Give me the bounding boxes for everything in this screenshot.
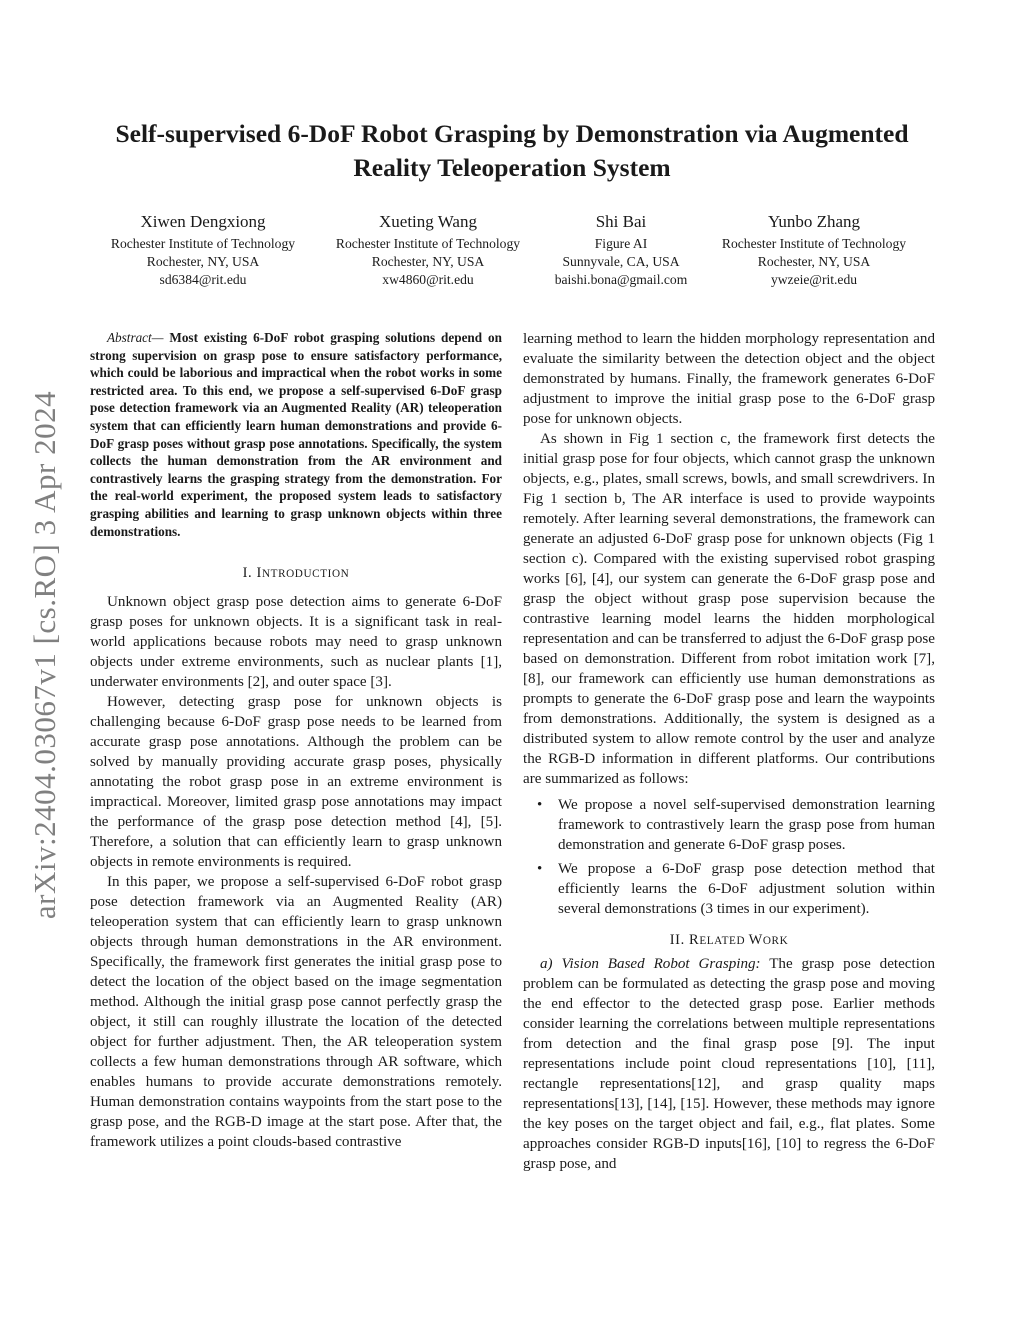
contributions-list [523, 795, 935, 919]
section-numeral: II. [669, 932, 690, 948]
author-location: Sunnyvale, CA, USA [562, 254, 680, 269]
related-work-paragraph [523, 954, 935, 1174]
intro-paragraph: Unknown object grasp pose detection aims to generate 6-DoF grasp poses for unknown objects. It is a significant task in real-world applications because robots may need to grasp unknown objects under extreme environments, such as nuclear plants [1], underwater environments [2], and outer space [3]. [90, 594, 502, 691]
section-initial: I [256, 565, 262, 582]
author-email: sd6384@rit.edu [159, 272, 247, 287]
left-column [90, 329, 502, 1152]
author-block [88, 211, 318, 289]
author-location: Rochester, NY, USA [757, 254, 871, 269]
contribution-item: • We propose a 6-DoF grasp pose detection method that efficiently learns the 6-DoF adjustment solution within several demonstrations (3 times in our experiment). [523, 859, 935, 919]
arxiv-id: arXiv:2404.03067v1 [cs.RO] 3 Apr 2024 [27, 390, 63, 920]
author-email: ywzeie@rit.edu [770, 272, 858, 287]
contribution-item: • We propose a novel self-supervised demonstration learning framework to contrastively learn the grasp pose from human demonstration and generate 6-DoF grasp poses. [523, 795, 935, 855]
author-email: baishi.bona@gmail.com [554, 272, 688, 287]
author-name: Shi Bai [595, 212, 647, 231]
section-initial: R [689, 932, 700, 948]
author-location: Rochester, NY, USA [371, 254, 485, 269]
author-affiliation: Figure AI [594, 236, 648, 251]
section-rest: ELATED [699, 935, 749, 947]
author-affiliation: Rochester Institute of Technology [110, 236, 296, 251]
author-email: xw4860@rit.edu [382, 272, 474, 287]
right-column [523, 329, 935, 1174]
author-affiliation: Rochester Institute of Technology [721, 236, 907, 251]
abstract [90, 329, 502, 540]
paper-title: Self-supervised 6-DoF Robot Grasping by Demonstration via Augmented Reality Teleoperation System [115, 119, 909, 182]
intro-paragraph: However, detecting grasp pose for unknown objects is challenging because 6-DoF grasp pose needs to be learned from accurate grasp pose annotations. Although the problem can be solved by manually providing accurate grasp poses, physically annotating the robot grasp pose in an extreme environment is impractical. Moreover, limited grasp pose annotations may impact the performance of the grasp pose detection method [4], [5]. Therefore, a solution that can efficiently learn to grasp unknown objects in remote environments is required. [90, 694, 502, 871]
section-heading-introduction [90, 565, 502, 582]
author-name: Yunbo Zhang [767, 212, 861, 231]
section-heading-related-work [523, 932, 935, 949]
intro-paragraph-continued: learning method to learn the hidden morphology representation and evaluate the similarity between the detection object and the object demonstrated by humans. Finally, the framework generates 6-DoF adjustment to improve the initial grasp pose to the 6-DoF grasp pose for unknown objects. [523, 331, 935, 427]
intro-paragraph: As shown in Fig 1 section c, the framework first detects the initial grasp pose for four objects, which cannot grasp the unknown objects, e.g., plates, small screws, bowls, and small screwdrivers. In Fig 1 section b, The AR interface is used to provide waypoints remotely. After learning several demonstrations, the framework can generate an adjusted 6-DoF grasp pose for unknown objects (Fig 1 section c). Compared with the existing supervised robot grasping works [6], [4], our system can generate the 6-DoF grasp pose and grasp the object without grasp pose supervision because the contrastive learning model learns the hidden morphological representation and can be transferred to adjust the 6-DoF grasp pose based on demonstration. Different from robot imitation work [7], [8], our framework can efficiently use human demonstrations as prompts to generate the 6-DoF grasp pose and learn the waypoints from demonstrations. Additionally, the system is designed as a distributed system to allow remote control by the user and analyze the RGB-D information in different platforms. Our contributions are summarized as follows: [523, 431, 935, 787]
arxiv-stamp [20, 350, 70, 960]
section-initial: W [748, 932, 763, 948]
author-name: Xiwen Dengxiong [140, 212, 266, 231]
section-numeral: I. [242, 565, 257, 582]
paragraph-text: The grasp pose detection problem can be formulated as detecting the grasp pose and moving the end effector to the detected grasp pose. Earlier methods consider learning the correlations between multiple representations from detection and the final grasp pose [9]. The input representations include point cloud representations [10], [11], rectangle representations[12], and grasp quality maps representations[13], [14], [15]. However, these methods may ignore the key poses on the target object and fail, e.g., flat plates. Some approaches consider RGB-D inputs[16], [10] to regress the 6-DoF grasp pose, and [523, 956, 935, 1172]
author-block [699, 211, 929, 289]
author-location: Rochester, NY, USA [146, 254, 260, 269]
intro-paragraph: In this paper, we propose a self-supervised 6-DoF robot grasp pose detection framework via an Augmented Reality (AR) teleoperation system that can efficiently learn to grasp unknown objects through human demonstrations in the AR environment. Specifically, the framework first generates the initial grasp pose to detect the location of the object based on the image segmentation method. Although the initial grasp pose cannot perfectly grasp the object, it still can roughly illustrate the location of the detected object for further adjustment. Then, the AR teleoperation system collects a few human demonstrations through AR software, which enables humans to provide accurate demonstrations remotely. Human demonstration contains waypoints from the start pose to the grasp pose, and the RGB-D image at the start pose. After that, the framework utilizes a point clouds-based contrastive [90, 874, 502, 1151]
author-affiliation: Rochester Institute of Technology [335, 236, 521, 251]
abstract-label: Abstract [107, 330, 152, 345]
abstract-dash: — [151, 330, 170, 345]
abstract-text: Most existing 6-DoF robot grasping solutions depend on strong supervision on grasp pose to ensure satisfactory performance, which could be laborious and impractical when the robot works in some restricted area. To this end, we propose a self-supervised 6-DoF grasp pose detection framework via an Augmented Reality (AR) teleoperation system that can efficiently learn human demonstrations and provide 6-DoF grasp poses without grasp pose annotations. Specifically, the system collects the human demonstration from the AR environment and contrastively learns the grasping strategy from the demonstration. For the real-world experiment, the proposed system leads to satisfactory grasping abilities and learning to grasp unknown objects within three demonstrations. [90, 330, 502, 539]
section-rest: NTRODUCTION [261, 568, 350, 581]
paragraph-title: a) Vision Based Robot Grasping: [540, 956, 761, 972]
section-rest: ORK [762, 935, 789, 947]
author-name: Xueting Wang [379, 212, 477, 231]
